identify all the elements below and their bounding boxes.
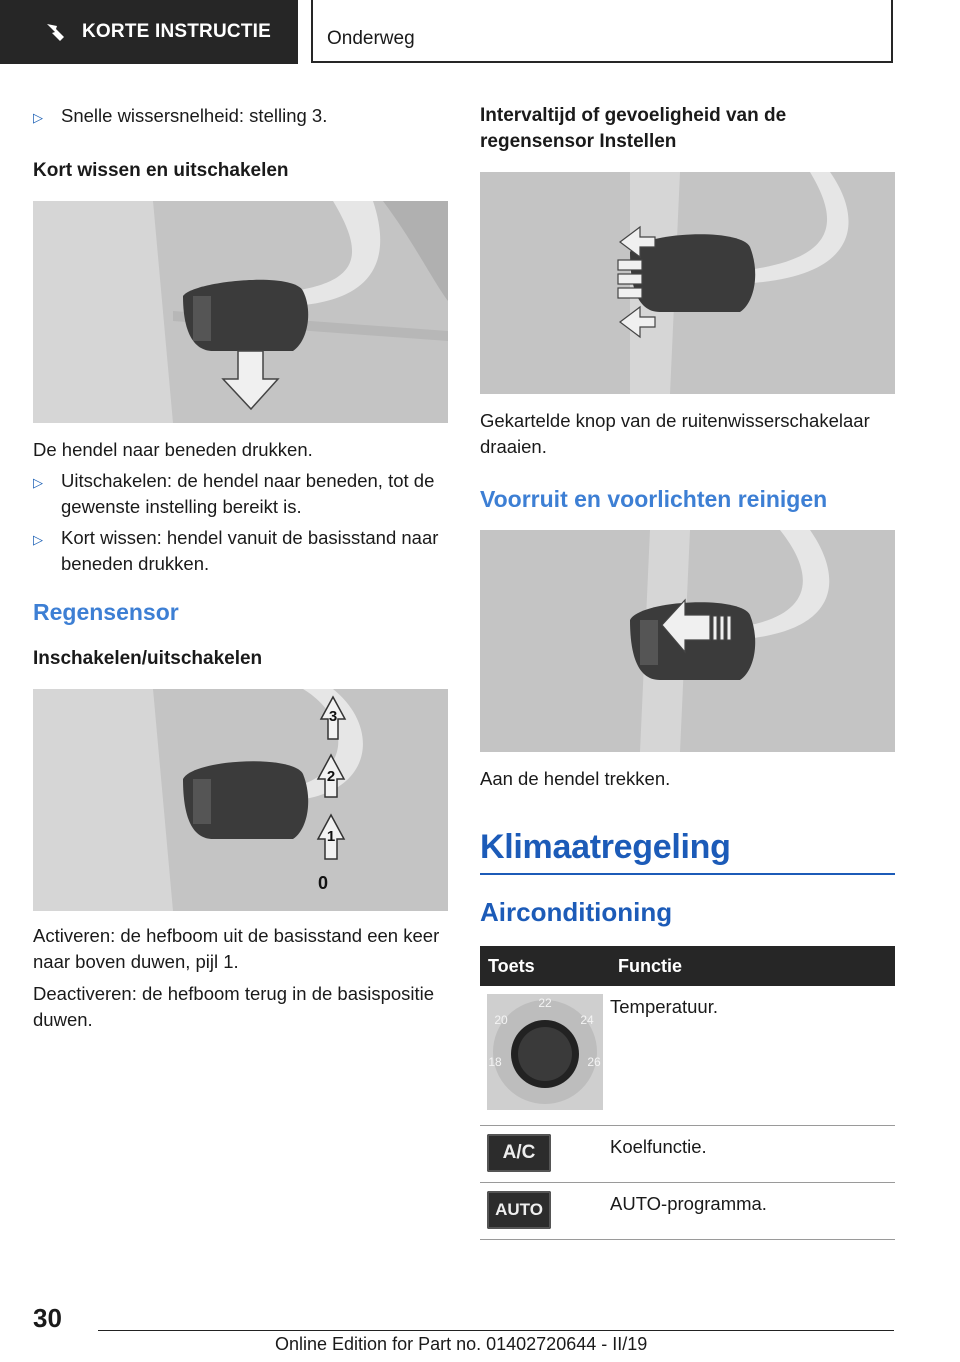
figure-label: 1	[326, 828, 336, 845]
caption-pull: Aan de hendel trekken.	[480, 768, 671, 789]
paragraph-activate: Activeren: de hefboom uit de basisstand een keer naar boven duwen, pijl 1.	[33, 925, 440, 972]
key-cell	[480, 1126, 610, 1183]
paragraph-deactivate: Deactiveren: de hefboom terug in de basispositie duwen.	[33, 983, 435, 1030]
list-item	[33, 525, 448, 577]
bullet-text: Kort wissen: hendel vanuit de basisstand naar beneden drukken.	[61, 527, 439, 574]
figure-label: 2	[326, 768, 336, 785]
triangle-bullet-icon: ▷	[33, 532, 43, 547]
column-header-function: Functie	[610, 946, 895, 986]
car-quick-icon	[44, 20, 68, 44]
figure-rain-sensor	[33, 689, 448, 911]
subheading-on-off: Inschakelen/uitschakelen	[33, 648, 263, 669]
list-item	[33, 468, 448, 520]
function-cell: Temperatuur.	[610, 986, 895, 1126]
footer-divider	[98, 1330, 894, 1331]
chapter-label: KORTE INSTRUCTIE	[82, 21, 271, 42]
section-label: Onderweg	[311, 0, 893, 63]
column-header-key: Toets	[480, 946, 610, 986]
page-number: 30	[33, 1303, 62, 1333]
figure-push-down	[33, 201, 448, 423]
dial-label: 18	[488, 1055, 502, 1069]
dial-label: 24	[580, 1013, 594, 1027]
function-cell: AUTO-programma.	[610, 1183, 895, 1240]
right-column	[480, 100, 895, 1240]
dial-label: 26	[587, 1055, 601, 1069]
triangle-bullet-icon: ▷	[33, 475, 43, 490]
function-cell: Koelfunctie.	[610, 1126, 895, 1183]
heading-clean: Voorruit en voorlichten reinigen	[480, 486, 828, 512]
dial-label: 20	[494, 1013, 508, 1027]
left-column	[33, 100, 448, 1033]
dial-label: 22	[538, 996, 552, 1010]
ac-table	[480, 946, 895, 1240]
table-row	[480, 1126, 895, 1183]
key-cell	[480, 1183, 610, 1240]
list-item	[33, 103, 448, 131]
heading-airconditioning: Airconditioning	[480, 897, 673, 927]
bullet-text: Uitschakelen: de hendel naar beneden, tot de gewenste instelling bereikt is.	[61, 470, 435, 517]
table-row	[480, 1183, 895, 1240]
subheading-interval: Intervaltijd of gevoeligheid van de regensensor Instellen	[480, 105, 787, 152]
caption-push-down: De hendel naar beneden drukken.	[33, 439, 313, 460]
ac-button-icon: A/C	[487, 1134, 551, 1172]
figure-knob	[480, 172, 895, 394]
footer-edition: Online Edition for Part no. 01402720644 - II/19	[275, 1334, 648, 1354]
chapter-tab[interactable]	[0, 0, 298, 64]
table-row	[480, 986, 895, 1126]
caption-knob: Gekartelde knop van de ruitenwisserschakelaar draaien.	[480, 410, 870, 457]
heading-climate: Klimaatregeling	[480, 828, 731, 866]
figure-label: 0	[317, 873, 329, 893]
key-cell	[480, 986, 610, 1126]
auto-button-icon: AUTO	[487, 1191, 551, 1229]
subheading-short-wipe: Kort wissen en uitschakelen	[33, 160, 289, 181]
table-header-row	[480, 946, 895, 986]
figure-label: 3	[328, 708, 338, 725]
temperature-dial-icon	[487, 994, 603, 1110]
triangle-bullet-icon: ▷	[33, 110, 43, 125]
figure-pull	[480, 530, 895, 752]
heading-underline	[480, 873, 895, 875]
heading-rain-sensor: Regensensor	[33, 599, 179, 625]
bullet-text: Snelle wissersnelheid: stelling 3.	[61, 105, 328, 126]
